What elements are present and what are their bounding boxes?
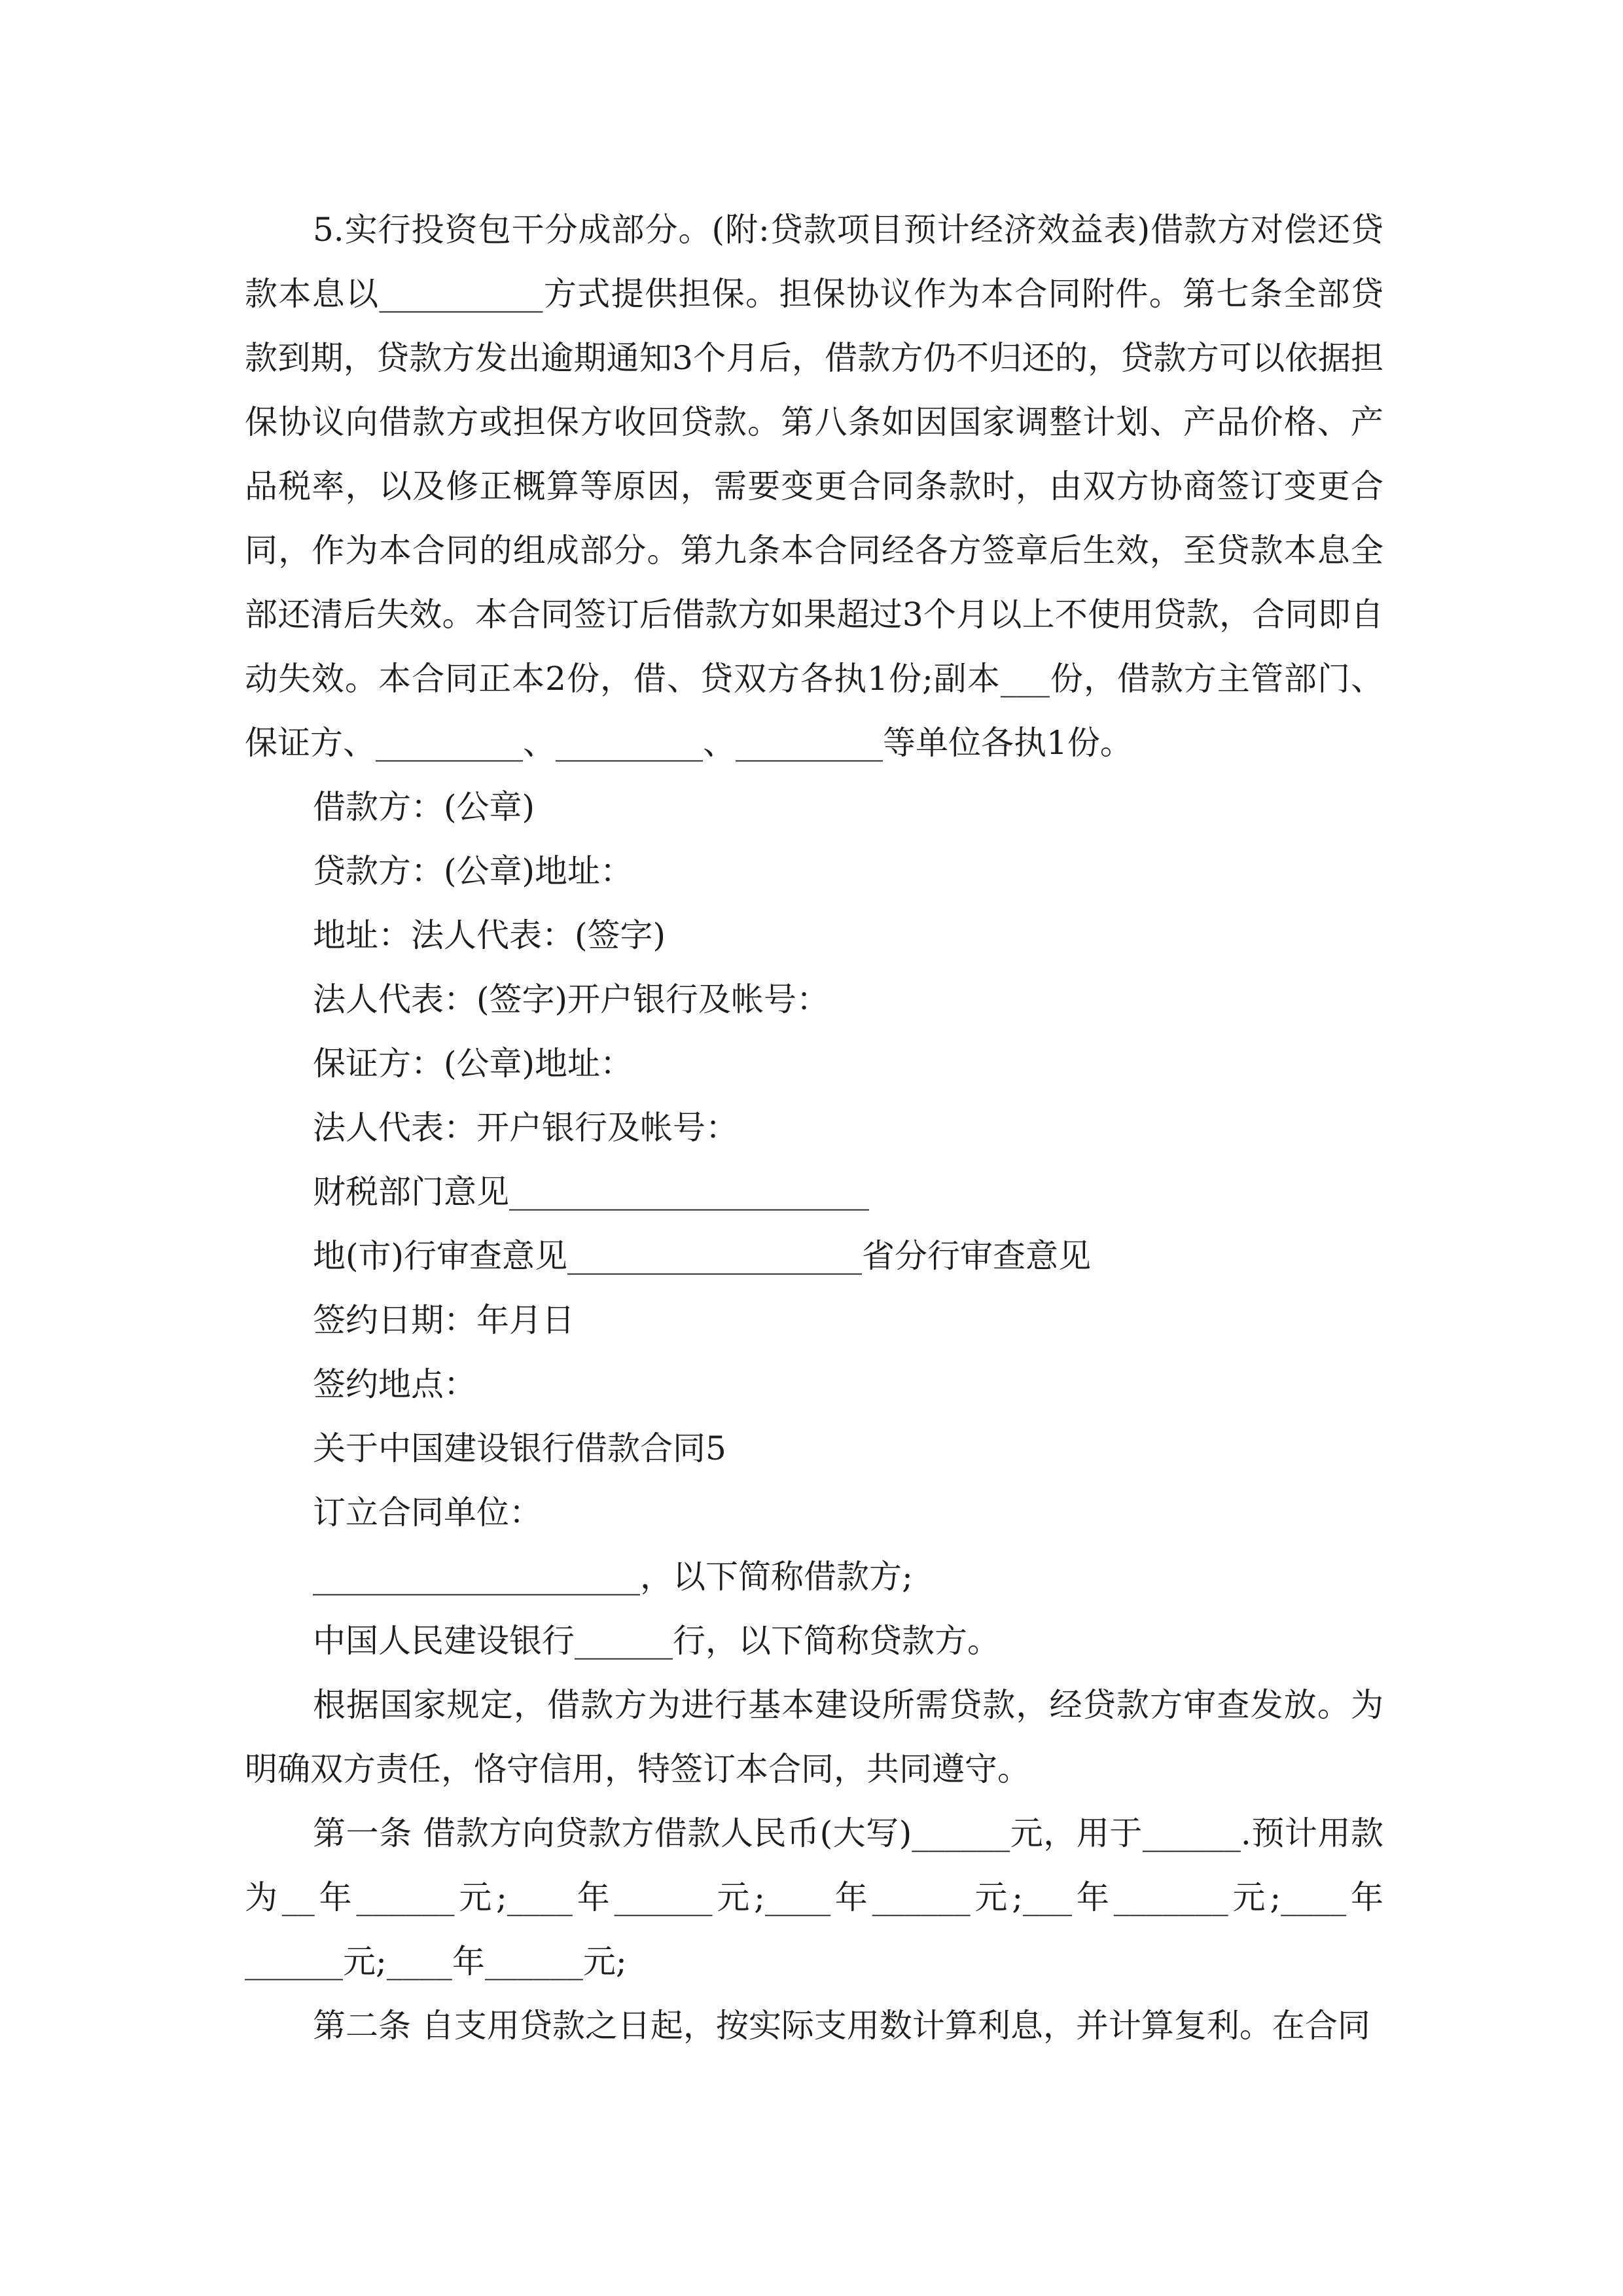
- line-lender-seal-address: 贷款方：(公章)地址：: [313, 852, 633, 890]
- line-address-legal-rep: 地址：法人代表：(签字): [313, 916, 666, 954]
- line-guarantor-seal-address: 保证方：(公章)地址：: [313, 1045, 633, 1083]
- line-legal-rep-bank-account-2: 法人代表：开户银行及帐号：: [313, 1109, 738, 1147]
- line-lender-name: 中国人民建设银行______行，以下简称贷款方。: [313, 1622, 1000, 1660]
- section-title: 关于中国建设银行借款合同5: [313, 1429, 726, 1467]
- paragraph-article-1: 第一条 借款方向贷款方借款人民币(大写)______元，用于______.预计用款为__年______元;____年______元;____年______元;___年_______元;____年______元;____年______元;: [245, 1814, 1383, 1981]
- line-borrower-name: ____________________，以下简称借款方;: [313, 1558, 913, 1596]
- paragraph-guarantee-terms: 5.实行投资包干分成部分。(附:贷款项目预计经济效益表)借款方对偿还贷款本息以__________方式提供担保。担保协议作为本合同附件。第七条全部贷款到期，贷款方发出逾期通知3个月后，借款方仍不归还的，贷款方可以依据担保协议向借款方或担保方收回贷款。第八条如因国家调整计划、产品价格、产品税率，以及修正概算等原因，需要变更合同条款时，由双方协商签订变更合同，作为本合同的组成部分。第九条本合同经各方签章后生效，至贷款本息全部还清后失效。本合同签订后借款方如果超过3个月以上不使用贷款，合同即自动失效。本合同正本2份，借、贷双方各执1份;副本___份，借款方主管部门、保证方、_________、_________、_________等单位各执1份。: [245, 211, 1383, 762]
- line-contracting-units: 订立合同单位：: [313, 1494, 542, 1532]
- line-borrower-seal: 借款方：(公章): [313, 788, 535, 826]
- paragraph-article-2: 第二条 自支用贷款之日起，按实际支用数计算利息，并计算复利。在合同: [313, 2007, 1370, 2045]
- line-signing-date: 签约日期：年月日: [313, 1301, 575, 1339]
- line-bank-review-opinion: 地(市)行审查意见__________________省分行审查意见: [313, 1237, 1092, 1275]
- contract-body: [245, 198, 1383, 2058]
- line-signing-place: 签约地点：: [313, 1365, 476, 1403]
- line-legal-rep-bank-account: 法人代表：(签字)开户银行及帐号：: [313, 980, 830, 1018]
- paragraph-preamble: 根据国家规定，借款方为进行基本建设所需贷款，经贷款方审查发放。为明确双方责任，恪守信用，特签订本合同，共同遵守。: [245, 1686, 1383, 1788]
- line-finance-tax-opinion: 财税部门意见______________________: [313, 1173, 869, 1211]
